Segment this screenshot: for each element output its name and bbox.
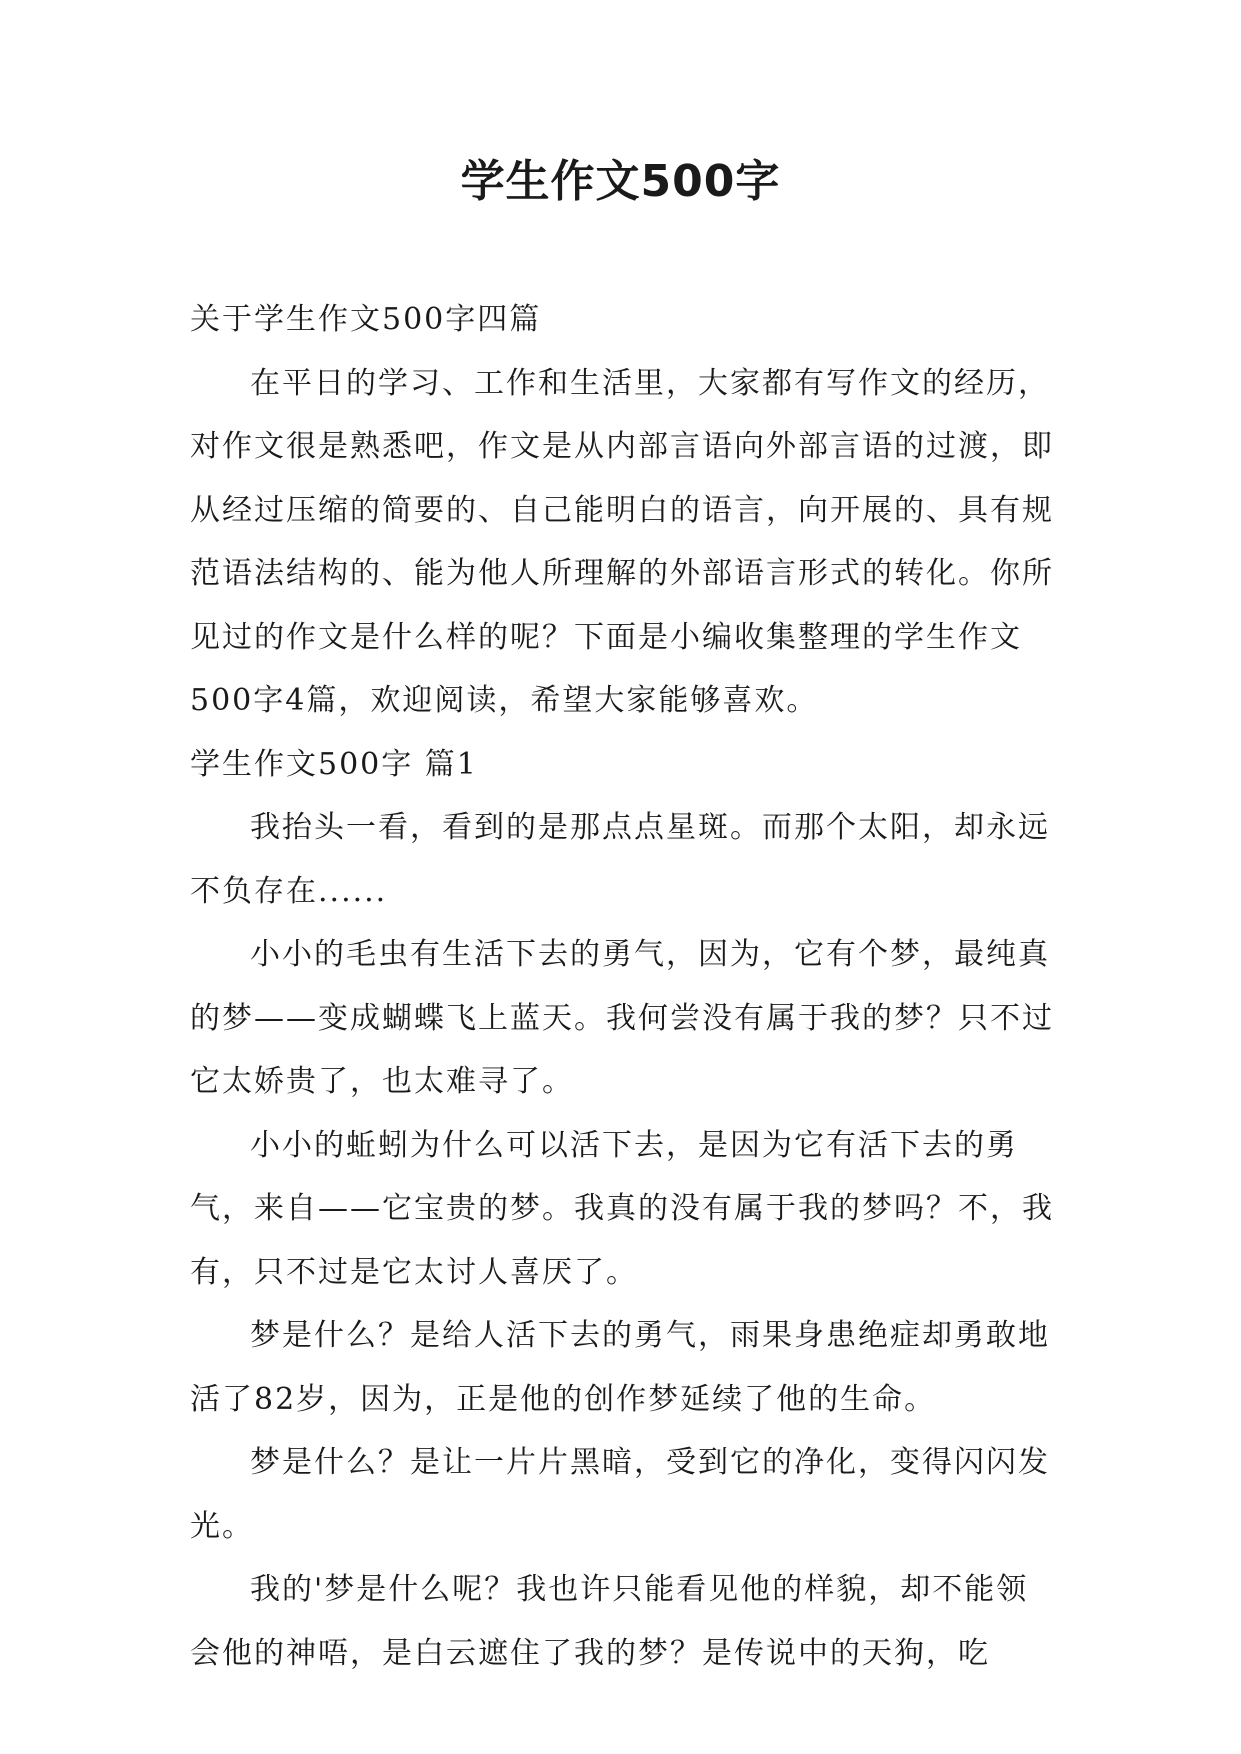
body-paragraph: 小小的毛虫有生活下去的勇气，因为，它有个梦，最纯真的梦——变成蝴蝶飞上蓝天。我何尝没有属于我的梦？只不过它太娇贵了，也太难寻了。 — [190, 937, 1054, 1099]
document-subtitle: 关于学生作文500字四篇 — [190, 302, 542, 337]
document-body — [190, 288, 1060, 1685]
section-heading: 学生作文500字 篇1 — [190, 746, 478, 782]
body-paragraph: 我的'梦是什么呢？我也许只能看见他的样貌，却不能领会他的神唔，是白云遮住了我的梦？是传说中的天狗，吃 — [190, 1572, 1029, 1671]
body-paragraph: 梦是什么？是让一片片黑暗，受到它的净化，变得闪闪发光。 — [190, 1445, 1050, 1544]
document-title: 学生作文500字 — [460, 156, 781, 207]
body-paragraph: 我抬头一看，看到的是那点点星斑。而那个太阳，却永远不负存在...... — [190, 810, 1050, 909]
body-paragraph: 小小的蚯蚓为什么可以活下去，是因为它有活下去的勇气，来自——它宝贵的梦。我真的没有属于我的梦吗？不，我有，只不过是它太讨人喜厌了。 — [190, 1127, 1054, 1290]
intro-paragraph: 在平日的学习、工作和生活里，大家都有写作文的经历，对作文很是熟悉吧，作文是从内部言语向外部言语的过渡，即从经过压缩的简要的、自己能明白的语言，向开展的、具有规范语法结构的、能为他人所理解的外部语言形式的转化。你所见过的作文是什么样的呢？下面是小编收集整理的学生作文500字4篇，欢迎阅读，希望大家能够喜欢。 — [190, 365, 1054, 718]
body-paragraph: 梦是什么？是给人活下去的勇气，雨果身患绝症却勇敢地活了82岁，因为，正是他的创作梦延续了他的生命。 — [190, 1318, 1050, 1417]
